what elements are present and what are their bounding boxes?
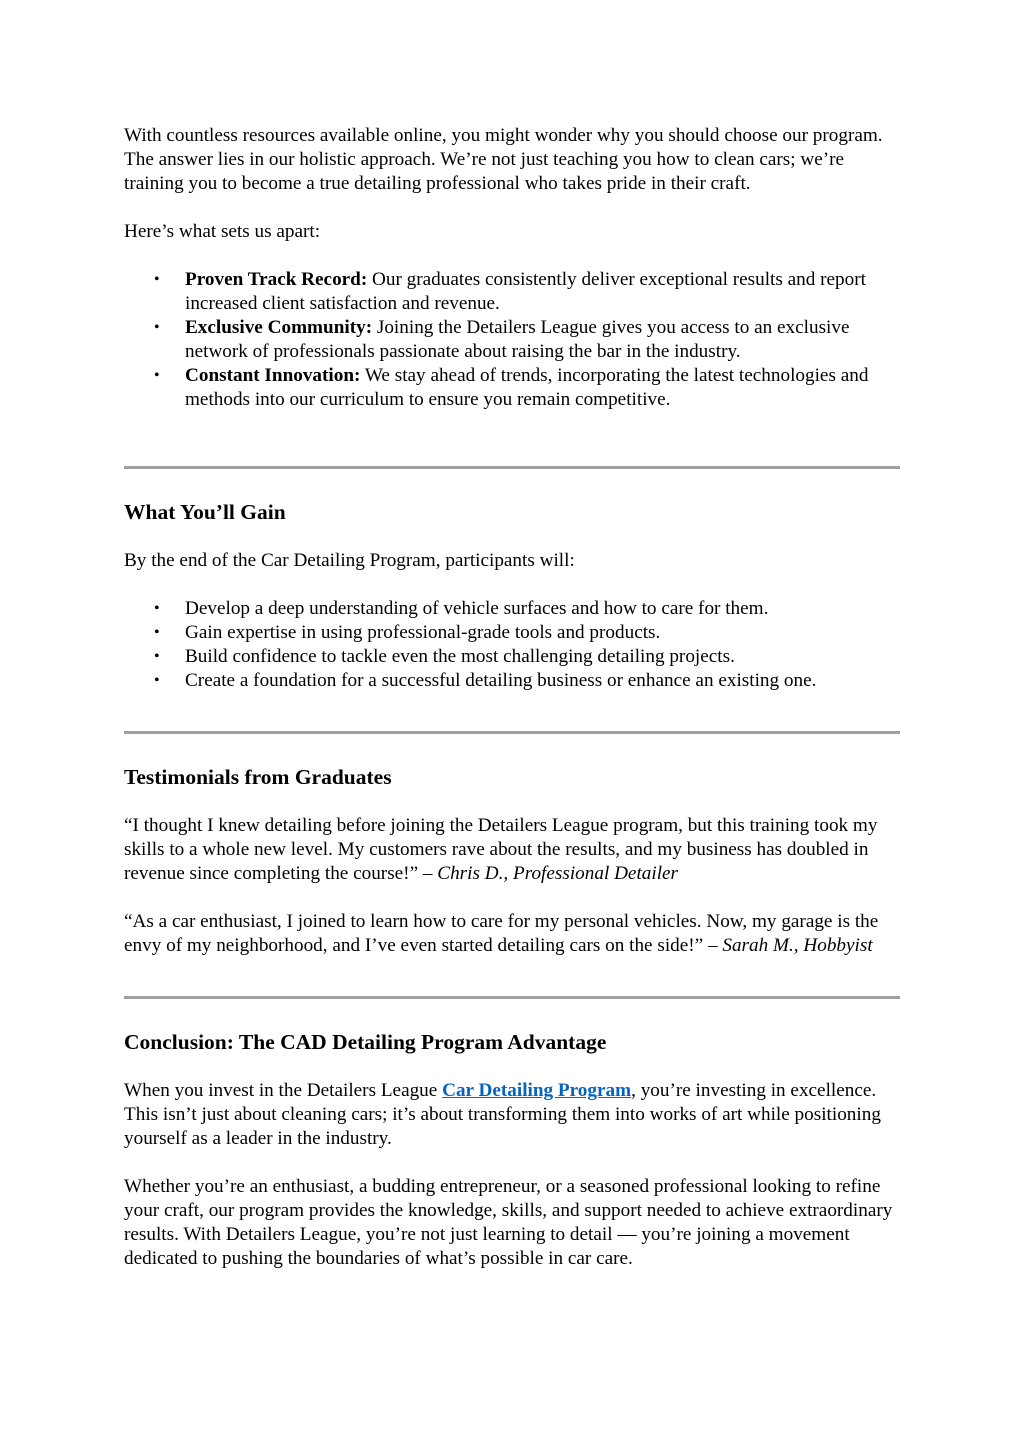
list-item-text: Build confidence to tackle even the most challenging detailing projects. — [185, 646, 735, 667]
bullet-icon: • — [154, 672, 160, 689]
list-item — [124, 316, 900, 364]
bullet-icon: • — [154, 600, 160, 617]
section-heading-conclusion: Conclusion: The CAD Detailing Program Advantage — [124, 1030, 607, 1054]
list-item — [124, 669, 900, 693]
list-item-text: Develop a deep understanding of vehicle surfaces and how to care for them. — [185, 598, 769, 619]
list-item — [124, 645, 900, 669]
gain-intro: By the end of the Car Detailing Program, participants will: — [124, 550, 575, 571]
testimonial-author: Chris D., Professional Detailer — [437, 863, 679, 884]
testimonial-quote: “I thought I knew detailing before joining the Detailers League program, but this training took my skills to a whole new level. My customers rave about the results, and my business has doubled in revenue since completing the course!” – — [124, 815, 878, 884]
list-item — [124, 364, 900, 412]
section-heading-gain: What You’ll Gain — [124, 500, 286, 524]
car-detailing-program-link[interactable]: Car Detailing Program — [442, 1080, 632, 1101]
testimonial-2 — [124, 910, 900, 958]
conclusion-paragraph-1 — [124, 1079, 900, 1151]
list-item-term: Proven Track Record: — [185, 269, 368, 290]
list-item-term: Constant Innovation: — [185, 365, 361, 386]
bullet-icon: • — [154, 367, 160, 384]
conclusion-text: , you’re investing in excellence. This isn’t just about cleaning cars; it’s about transforming them into works of art while positioning yourself as a leader in the industry. — [124, 1080, 881, 1149]
conclusion-text: When you invest in the Detailers League — [124, 1080, 443, 1101]
section-heading-testimonials: Testimonials from Graduates — [124, 765, 392, 789]
testimonial-1 — [124, 814, 900, 886]
list-item-text: Our graduates consistently deliver exceptional results and report increased client satisfaction and revenue. — [185, 269, 866, 314]
list-item-text: We stay ahead of trends, incorporating the latest technologies and methods into our curriculum to ensure you remain competitive. — [185, 365, 869, 410]
list-item-term: Exclusive Community: — [185, 317, 373, 338]
list-item — [124, 621, 900, 645]
bullet-icon: • — [154, 624, 160, 641]
list-item-text: Create a foundation for a successful detailing business or enhance an existing one. — [185, 670, 817, 691]
list-item — [124, 268, 900, 316]
testimonial-quote: “As a car enthusiast, I joined to learn how to care for my personal vehicles. Now, my garage is the envy of my neighborhood, and I’ve even started detailing cars on the side!” – — [124, 911, 879, 956]
bullet-icon: • — [154, 319, 160, 336]
bullet-icon: • — [154, 648, 160, 665]
intro-lead: Here’s what sets us apart: — [124, 221, 321, 242]
document-page — [124, 124, 900, 1271]
conclusion-paragraph-2: Whether you’re an enthusiast, a budding entrepreneur, or a seasoned professional looking to refine your craft, our program provides the knowledge, skills, and support needed to achieve extraordinary results. With Detailers League, you’re not just learning to detail — you’re joining a movement dedicated to pushing the boundaries of what’s possible in car care. — [124, 1176, 893, 1269]
testimonial-author: Sarah M., Hobbyist — [722, 935, 873, 956]
list-item-text: Gain expertise in using professional-grade tools and products. — [185, 622, 661, 643]
bullet-icon: • — [154, 271, 160, 288]
list-item — [124, 597, 900, 621]
advantages-list — [124, 268, 900, 412]
list-item-text: Joining the Detailers League gives you access to an exclusive network of professionals passionate about raising the bar in the industry. — [185, 317, 850, 362]
intro-paragraph: With countless resources available online, you might wonder why you should choose our program. The answer lies in our holistic approach. We’re not just teaching you how to clean cars; we’re training you to become a true detailing professional who takes pride in their craft. — [124, 125, 883, 194]
gain-list — [124, 597, 900, 693]
